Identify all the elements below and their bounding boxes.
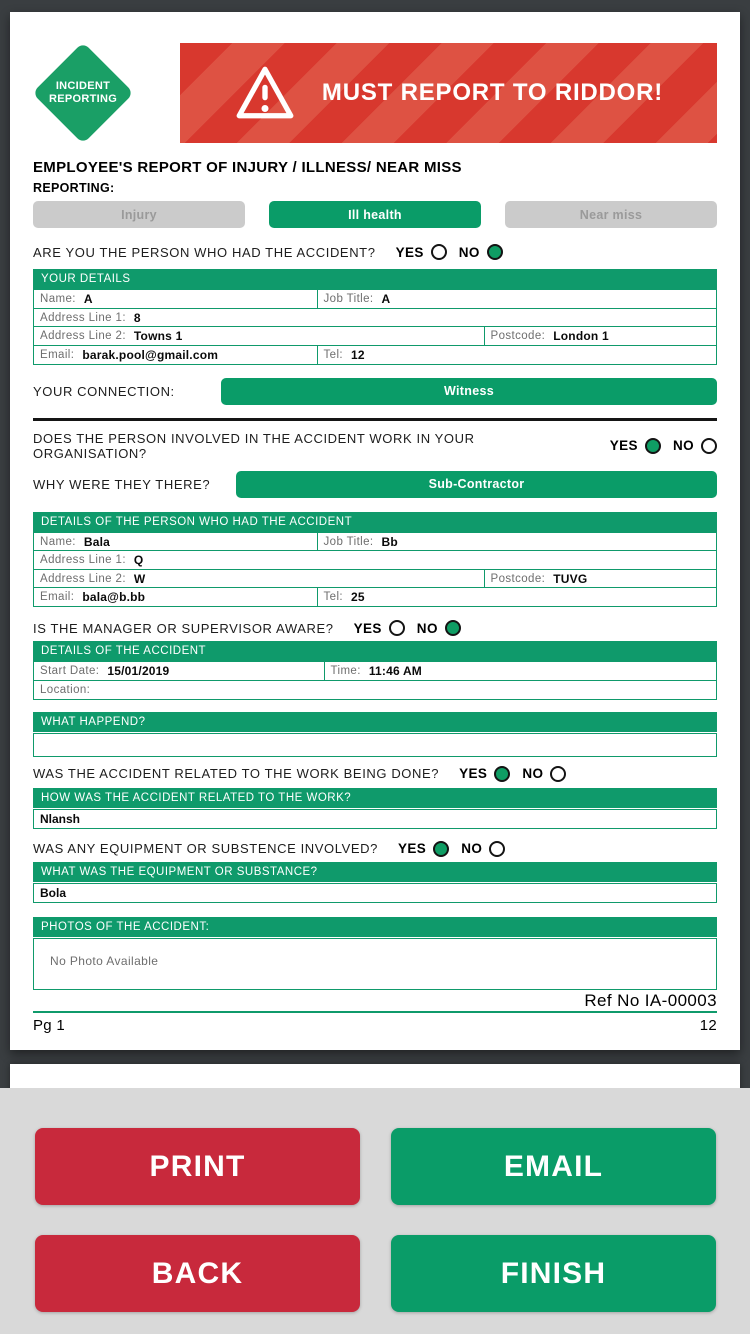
tab-ill-health[interactable]: Ill health — [269, 201, 481, 228]
what-happened-textbox[interactable] — [33, 733, 717, 757]
question-text: DOES THE PERSON INVOLVED IN THE ACCIDENT WORK IN YOUR ORGANISATION? — [33, 430, 475, 461]
no-label: NO — [672, 438, 694, 453]
field-value: Bala — [83, 534, 111, 549]
radio-no[interactable] — [701, 438, 717, 454]
incident-reporting-logo — [33, 43, 133, 143]
your-connection-row — [33, 378, 717, 405]
field-label: Postcode: — [490, 572, 546, 585]
section-header-your-details: YOUR DETAILS — [33, 269, 717, 289]
warning-triangle-icon — [234, 64, 296, 122]
field-your-name — [33, 289, 318, 309]
field-label: Address Line 1: — [40, 554, 126, 566]
yes-no-group — [396, 244, 503, 260]
field-value: TUVG — [553, 571, 588, 586]
field-your-email — [33, 345, 318, 365]
field-time — [324, 661, 718, 681]
section-header-person-details: DETAILS OF THE PERSON WHO HAD THE ACCIDENT — [33, 512, 717, 532]
question-text: WAS THE ACCIDENT RELATED TO THE WORK BEING DONE? — [33, 766, 440, 781]
your-connection-label: YOUR CONNECTION: — [33, 383, 175, 399]
reporting-type-tabs — [33, 201, 717, 228]
question-text: ARE YOU THE PERSON WHO HAD THE ACCIDENT? — [33, 244, 376, 260]
field-label: Postcode: — [490, 330, 546, 342]
question-text: IS THE MANAGER OR SUPERVISOR AWARE? — [33, 620, 334, 636]
field-value: 8 — [133, 310, 141, 325]
no-label: NO — [458, 244, 480, 260]
field-person-job-title — [317, 532, 718, 552]
field-value: A — [381, 292, 391, 306]
logo-text-line2: REPORTING — [48, 93, 118, 105]
field-person-name — [33, 532, 318, 552]
question-work-in-organisation — [33, 431, 717, 461]
how-related-textbox[interactable]: Nlansh — [33, 809, 717, 829]
print-button[interactable]: PRINT — [35, 1128, 360, 1205]
field-person-address1 — [33, 550, 717, 570]
why-there-row — [33, 471, 717, 498]
reference-number: Ref No IA-00003 — [584, 990, 717, 1010]
field-label: Start Date: — [40, 665, 100, 677]
field-label: Tel: — [323, 348, 343, 361]
field-label: Job Title: — [323, 293, 374, 305]
photos-section — [33, 917, 717, 990]
report-title: EMPLOYEE'S REPORT OF INJURY / ILLNESS/ NEAR MISS — [33, 159, 462, 176]
field-your-address2 — [33, 326, 485, 346]
radio-no[interactable] — [487, 244, 503, 260]
connection-witness-button[interactable]: Witness — [221, 378, 717, 405]
radio-yes[interactable] — [494, 766, 510, 782]
field-person-tel — [317, 587, 718, 607]
field-value: Towns 1 — [133, 329, 183, 343]
field-label: Name: — [40, 293, 76, 305]
field-value: 12 — [351, 347, 365, 362]
yes-label: YES — [609, 438, 638, 453]
field-value: 25 — [351, 590, 365, 604]
accident-details-section — [33, 641, 717, 700]
equipment-section — [33, 862, 717, 903]
why-there-subcontractor-button[interactable]: Sub-Contractor — [236, 471, 717, 498]
field-label: Address Line 1: — [40, 311, 126, 324]
radio-yes[interactable] — [645, 438, 661, 454]
field-value: barak.pool@gmail.com — [82, 347, 219, 362]
field-label: Tel: — [323, 591, 343, 603]
riddor-banner-text: MUST REPORT TO RIDDOR! — [321, 79, 664, 106]
field-value: bala@b.bb — [82, 590, 146, 604]
your-details-section — [33, 269, 717, 365]
equipment-textbox[interactable]: Bola — [33, 883, 717, 903]
how-related-section — [33, 788, 717, 829]
page-header — [33, 43, 717, 143]
yes-label: YES — [395, 244, 424, 260]
field-value: 11:46 AM — [368, 664, 423, 678]
field-label: Email: — [40, 591, 75, 603]
yes-no-group — [354, 620, 461, 636]
logo-text — [33, 43, 133, 143]
field-your-address1 — [33, 308, 717, 328]
yes-no-group — [398, 841, 505, 857]
field-label: Name: — [40, 535, 76, 548]
yes-no-group — [459, 766, 566, 782]
radio-no[interactable] — [489, 841, 505, 857]
field-label: Address Line 2: — [40, 572, 126, 585]
section-header-how-related: HOW WAS THE ACCIDENT RELATED TO THE WORK? — [33, 788, 717, 808]
radio-yes[interactable] — [389, 620, 405, 636]
no-label: NO — [416, 620, 438, 636]
page-count: 12 — [699, 1016, 717, 1034]
field-person-address2 — [33, 569, 485, 589]
yes-label: YES — [397, 841, 427, 856]
logo-text-line1: INCIDENT — [55, 80, 111, 92]
question-are-you-person — [33, 244, 717, 260]
radio-no[interactable] — [445, 620, 461, 636]
question-work-related — [33, 766, 717, 782]
field-label: Job Title: — [323, 535, 374, 548]
section-divider — [33, 418, 717, 421]
field-person-postcode — [484, 569, 718, 589]
field-your-postcode — [484, 326, 718, 346]
yes-no-group — [610, 438, 717, 454]
section-header-equipment: WHAT WAS THE EQUIPMENT OR SUBSTANCE? — [33, 862, 717, 882]
yes-label: YES — [353, 620, 382, 636]
page-footer — [33, 1017, 717, 1034]
radio-yes[interactable] — [433, 841, 449, 857]
field-your-job-title — [317, 289, 718, 309]
field-person-email — [33, 587, 318, 607]
reporting-label: REPORTING: — [33, 181, 115, 195]
yes-label: YES — [459, 766, 488, 781]
field-value: 15/01/2019 — [107, 664, 170, 678]
back-button[interactable]: BACK — [35, 1235, 360, 1312]
person-details-section — [33, 512, 717, 608]
section-header-photos: PHOTOS OF THE ACCIDENT: — [33, 917, 717, 937]
question-equipment-involved — [33, 841, 717, 857]
question-text: WAS ANY EQUIPMENT OR SUBSTENCE INVOLVED? — [33, 841, 378, 856]
field-label: Email: — [40, 348, 75, 361]
no-label: NO — [461, 841, 483, 856]
field-label: Time: — [330, 665, 361, 677]
field-location — [33, 680, 717, 700]
action-buttons — [35, 1128, 716, 1312]
field-value: A — [83, 292, 93, 306]
field-start-date — [33, 661, 325, 681]
riddor-warning-banner — [180, 43, 717, 143]
no-label: NO — [522, 766, 544, 781]
field-value: W — [133, 571, 146, 586]
field-your-tel — [317, 345, 718, 365]
report-preview-page — [10, 12, 740, 1050]
finish-button[interactable]: FINISH — [391, 1235, 716, 1312]
section-header-accident-details: DETAILS OF THE ACCIDENT — [33, 641, 717, 661]
field-label: Address Line 2: — [40, 330, 126, 342]
field-label: Location: — [40, 683, 91, 696]
email-button[interactable]: EMAIL — [391, 1128, 716, 1205]
section-header-what-happened: WHAT HAPPEND? — [33, 712, 717, 732]
field-value: Q — [133, 553, 144, 567]
action-sheet — [0, 1088, 750, 1334]
what-happened-section — [33, 712, 717, 757]
field-value: London 1 — [553, 329, 609, 343]
radio-yes[interactable] — [431, 244, 447, 260]
page-number-label: Pg 1 — [33, 1016, 66, 1034]
footer-divider — [33, 1011, 717, 1013]
tab-near-miss[interactable]: Near miss — [505, 201, 717, 228]
no-photo-placeholder: No Photo Available — [33, 938, 717, 990]
why-there-label: WHY WERE THEY THERE? — [33, 476, 211, 492]
question-manager-aware — [33, 620, 717, 636]
radio-no[interactable] — [550, 766, 566, 782]
field-value: Bb — [381, 534, 398, 549]
tab-injury[interactable]: Injury — [33, 201, 245, 228]
